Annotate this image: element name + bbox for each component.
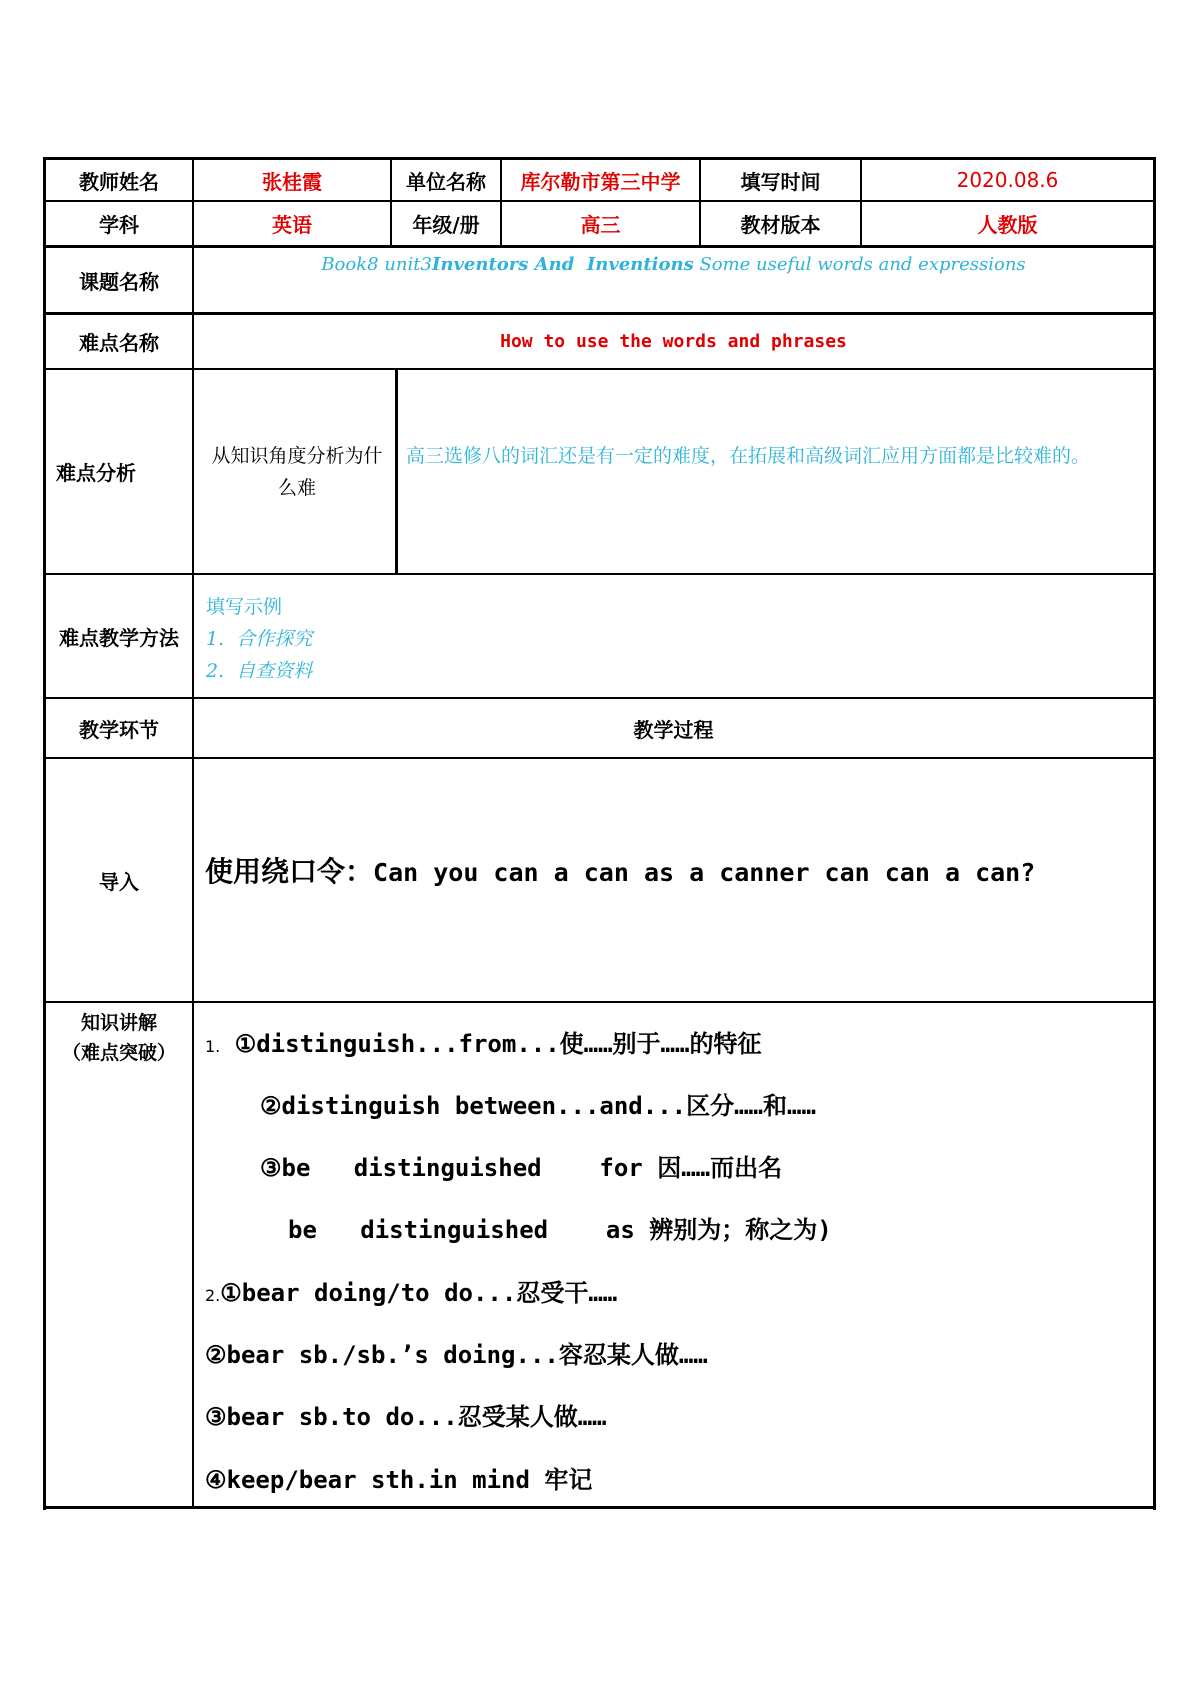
topic-part2: Inventors And Inventions <box>431 254 694 275</box>
knowledge-line-text: ①distinguish...from...使……别于……的特征 <box>220 1030 762 1058</box>
intro-content <box>205 850 1035 890</box>
teacher-name: 张桂霞 <box>262 169 322 194</box>
edition-label: 教材版本 <box>740 213 821 237</box>
unit-label: 单位名称 <box>406 169 486 194</box>
knowledge-line: ③bear sb.to do...忍受某人做…… <box>205 1403 607 1431</box>
method-item: 1. 合作探究 <box>206 628 313 650</box>
intro-cn: 使用绕口令： <box>205 855 374 888</box>
edition-value: 人教版 <box>977 213 1038 237</box>
method-example: 填写示例 <box>206 596 283 618</box>
intro-en: Can you can a can as a canner can can a can? <box>373 858 1036 887</box>
difficulty-label: 难点名称 <box>79 331 159 355</box>
subject-label: 学科 <box>99 213 139 237</box>
table-rule <box>43 757 1156 759</box>
topic-label: 课题名称 <box>79 269 159 294</box>
knowledge-line: ②bear sb./sb.’s doing...容忍某人做…… <box>205 1341 708 1369</box>
unit-name: 库尔勒市第三中学 <box>520 169 681 194</box>
analysis-label: 难点分析 <box>56 461 136 485</box>
difficulty-value: How to use the words and phrases <box>500 331 847 352</box>
knowledge-line: ③be distinguished for 因……而出名 <box>260 1154 783 1182</box>
knowledge-line-text: ①bear doing/to do...忍受干…… <box>220 1279 618 1307</box>
table-rule <box>43 1506 1156 1509</box>
teacher-label: 教师姓名 <box>79 169 159 194</box>
table-rule <box>43 1001 1156 1003</box>
date-label: 填写时间 <box>740 169 821 194</box>
knowledge-line: ④keep/bear sth.in mind 牢记 <box>205 1466 593 1494</box>
method-label: 难点教学方法 <box>59 625 179 650</box>
process-label: 教学环节 <box>79 717 159 742</box>
knowledge-line: ②distinguish between...and...区分……和…… <box>260 1092 816 1120</box>
topic-part3: Some useful words and expressions <box>693 254 1026 275</box>
date-value: 2020.08.6 <box>956 168 1059 192</box>
table-rule <box>395 368 398 575</box>
knowledge-line-num: 2. <box>205 1286 221 1305</box>
knowledge-line: be distinguished as 辨别为；称之为) <box>288 1216 832 1244</box>
table-rule <box>43 245 1156 248</box>
subject-value: 英语 <box>272 213 312 237</box>
intro-label: 导入 <box>99 869 139 894</box>
table-rule <box>43 573 1156 575</box>
knowledge-line-num: 1. <box>205 1037 221 1056</box>
grade-value: 高三 <box>580 213 621 237</box>
knowledge-label <box>46 1008 192 1068</box>
topic-title <box>194 254 1153 275</box>
analysis-content: 高三选修八的词汇还是有一定的难度，在拓展和高级词汇应用方面都是比较难的。 <box>406 445 1091 467</box>
analysis-sub-label: 从知识角度分析为什么难 <box>211 444 383 499</box>
method-item: 2. 自查资料 <box>206 660 313 682</box>
knowledge-label-line2: （难点突破） <box>61 1042 176 1064</box>
grade-label: 年级/册 <box>412 213 480 237</box>
knowledge-line <box>205 1024 761 1059</box>
process-header: 教学过程 <box>633 717 714 742</box>
topic-part1: Book8 unit3 <box>321 254 432 275</box>
knowledge-line <box>205 1273 617 1308</box>
method-content <box>206 591 312 687</box>
knowledge-label-line1: 知识讲解 <box>80 1012 157 1034</box>
